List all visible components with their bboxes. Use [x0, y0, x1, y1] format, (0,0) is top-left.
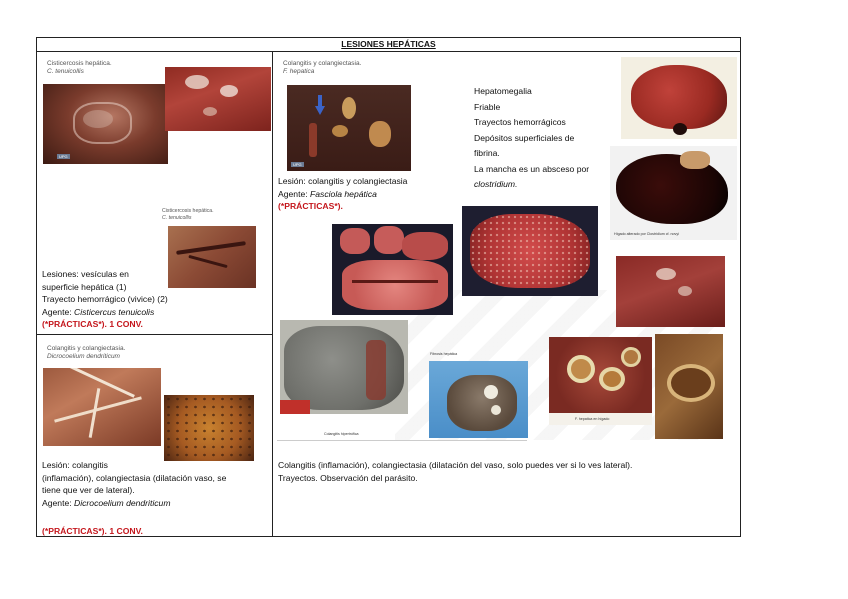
finding-item: Friable [474, 101, 501, 112]
photo-hepatic-fibrosis [429, 361, 528, 438]
abscess-note [474, 177, 589, 193]
caption-line: Cisticercosis hepática. [162, 208, 214, 214]
lesion-line: superficie hepática (1) [42, 281, 127, 292]
caption-line: Colangitis y colangiectasia. [283, 60, 362, 67]
agent-line [42, 497, 226, 510]
fasciola-description [278, 175, 407, 213]
photo-clostridium-liver [610, 146, 737, 240]
photo-fhepatica-in-liver [549, 337, 652, 425]
finding-item: Trayectos hemorrágicos [474, 117, 566, 127]
finding-item: Hepatomegalia [474, 86, 532, 96]
photo-caption-clostridium: Hígado alterado por Clostridium cf. novyi [614, 232, 679, 236]
image-caption-cisticercosis-2 [162, 208, 214, 221]
image-caption-cisticercosis [47, 60, 112, 76]
title-divider [36, 51, 741, 52]
photo-cisticercosis-liver [43, 84, 168, 164]
photo-caption-fhepatica: F. hepatica en hígado [575, 417, 610, 421]
caption-line: Cisticercosis hepática. [47, 60, 112, 67]
caption-species: Dicrocoelium dendriticum [47, 353, 120, 360]
photo-hypertrophic-cholangitis [280, 320, 408, 414]
practicas-label-dicrocoelium: (*PRÁCTICAS*). 1 CONV. [42, 526, 143, 536]
lesion-line: tiene que ver de lateral). [42, 485, 135, 496]
cholangitis-summary [278, 459, 632, 484]
image-caption-fasciola [283, 60, 361, 76]
photo-dicrocoelium-liver [43, 368, 161, 446]
upg-logo: UPG [59, 154, 68, 159]
photo-hepatomegaly [621, 57, 737, 139]
photo-hemorrhagic-tract [168, 226, 256, 288]
agent-line [42, 306, 168, 319]
photo-dicrocoelium-section [164, 395, 254, 461]
finding-item: fibrina. [474, 148, 500, 158]
agent-name: Cisticercus tenuicolis [74, 306, 155, 317]
dicrocoelium-description [42, 459, 226, 509]
caption-species: C. tenuicollis [162, 214, 192, 221]
practicas-label: (*PRÁCTICAS*). 1 CONV. [42, 319, 143, 330]
caption-rule [277, 440, 527, 441]
photo-caption-colangitis: Colangitis hipertrófica [324, 432, 359, 436]
summary-line: Colangitis (inflamación), colangiectasia (dilatación del vaso, solo puedes ver si lo ves lateral). [278, 460, 633, 470]
caption-species: C. tenuicollis [47, 68, 84, 75]
lesion-line: Lesión: colangitis y colangiectasia [278, 176, 408, 186]
photo-liver-closeup [616, 256, 725, 327]
agent-label: Agente: [42, 306, 75, 317]
practicas-label: (*PRÁCTICAS*). [278, 201, 343, 212]
lesion-line: Lesión: colangitis [42, 460, 108, 470]
photo-liver-sections [332, 224, 453, 315]
caption-species: F. hepatica [283, 68, 315, 75]
photo-bile-duct [655, 334, 723, 439]
findings-list [474, 84, 589, 193]
column-divider [272, 51, 273, 537]
agent-label: Agente: [278, 188, 311, 199]
agent-label: Agente: [42, 497, 75, 508]
summary-line: Trayectos. Observación del parásito. [278, 472, 418, 483]
agent-line [278, 188, 407, 201]
abscess-note: La mancha es un absceso por [474, 163, 590, 174]
agent-name: Fasciola hepática [310, 188, 377, 199]
row-divider-left [36, 334, 272, 335]
cisticercosis-description [42, 268, 168, 331]
agent-name: Dicrocoelium dendriticum [74, 497, 171, 508]
lesion-line: Trayecto hemorrágico (vivice) (2) [42, 294, 168, 305]
photo-caption-fibrosis: Fibrosis hepática [430, 352, 458, 356]
upg-logo: UPG [293, 162, 302, 167]
lesion-line: Lesiones: vesículas en [42, 269, 129, 279]
image-caption-dicrocoelium [47, 345, 125, 361]
table-title: LESIONES HEPÁTICAS [341, 39, 436, 49]
photo-fibrin-deposits [462, 206, 598, 296]
photo-fasciola-liver [287, 85, 411, 171]
abscess-agent: clostridium. [474, 179, 518, 189]
lesion-line: (inflamación), colangiectasia (dilatación vaso, se [42, 472, 227, 483]
photo-cisticercosis-surface [165, 67, 271, 131]
finding-item: Depósitos superficiales de [474, 132, 575, 143]
caption-line: Colangitis y colangiectasia. [47, 345, 126, 352]
